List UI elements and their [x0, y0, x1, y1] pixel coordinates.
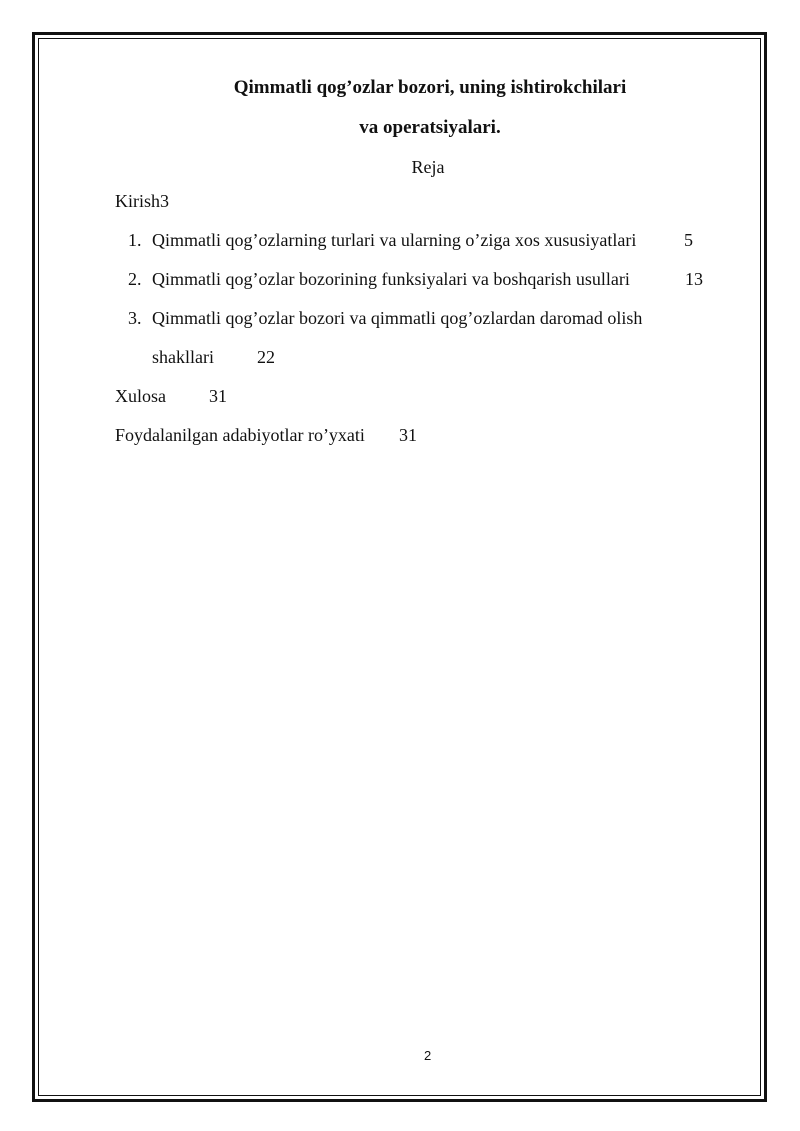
- page-number: 2: [424, 1048, 432, 1063]
- toc-item-text: Qimmatli qog’ozlar bozorining funksiyalari va boshqarish usullari: [152, 269, 630, 289]
- toc-item-page: 13: [685, 269, 703, 289]
- toc-item-text: Qimmatli qog’ozlar bozori va qimmatli qog’ozlardan daromad olish: [152, 308, 643, 328]
- toc-item-number: 3.: [128, 308, 142, 328]
- toc-intro: Kirish3: [115, 191, 169, 211]
- toc-references-page: 31: [399, 425, 417, 445]
- document-title-line-1: Qimmatli qog’ozlar bozori, uning ishtirokchilari: [233, 77, 627, 98]
- toc-conclusion-page: 31: [209, 386, 227, 406]
- toc-item-page: 5: [684, 230, 693, 250]
- toc-item-number: 2.: [128, 269, 142, 289]
- toc-item-text: Qimmatli qog’ozlarning turlari va ularning o’ziga xos xususiyatlari: [152, 230, 637, 250]
- toc-conclusion-label: Xulosa: [115, 386, 166, 406]
- toc-item-page: 22: [257, 347, 275, 367]
- plan-heading: Reja: [411, 157, 445, 177]
- toc-references-label: Foydalanilgan adabiyotlar ro’yxati: [115, 425, 365, 445]
- toc-item-text-continued: shakllari: [152, 347, 214, 367]
- toc-item-number: 1.: [128, 230, 142, 250]
- document-title-line-2: va operatsiyalari.: [359, 117, 501, 138]
